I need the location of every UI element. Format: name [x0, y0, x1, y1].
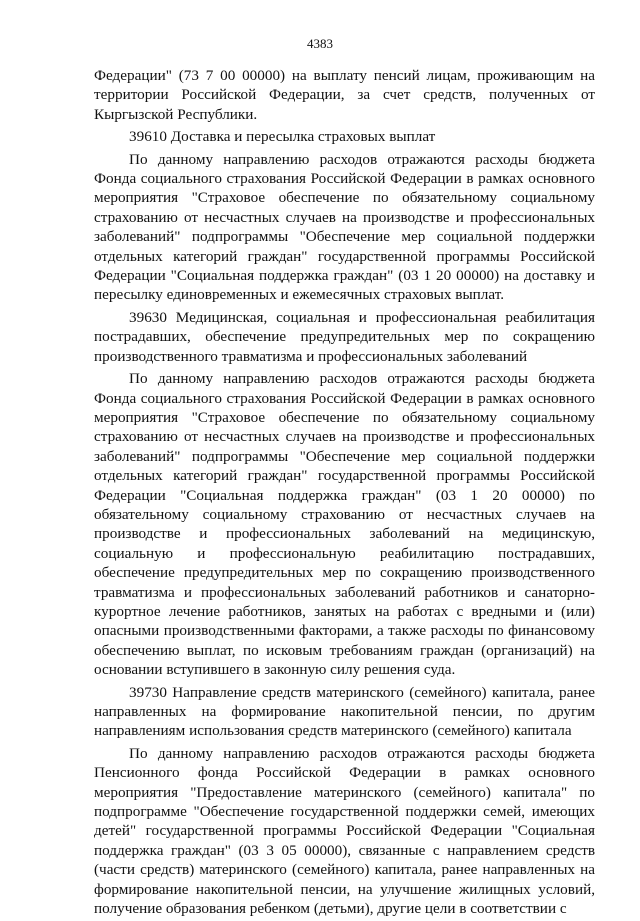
section-heading-39610: 39610 Доставка и пересылка страховых выплат: [129, 128, 436, 146]
paragraph-39630-body: По данному направлению расходов отражаются расходы бюджета Фонда социального страхования Российской Федерации в рамках основного мероприятия "Страховое обеспечение по обязательному социальному страхованию от несчастных случаев на производстве и профессиональных заболеваний" подпрограммы "Обеспечение мер социальной поддержки отдельных категорий граждан" государственной программы Российской Федерации "Социальная поддержка граждан" (03 1 20 00000) по обязательному социальному страхованию от несчастных случаев на производстве и профессиональных заболеваний на медицинскую, социальную и профессиональную реабилитацию пострадавших, обеспечение предупредительных мер по сокращению производственного травматизма и профессиональных заболеваний работников и санаторно-курортное лечение работников, занятых на работах с вредными и (или) опасными производственными факторами, а также расходы по финансовому обеспечению выплат, по исковым требованиям граждан (организаций) на основании вступившего в законную силу решения суда.: [94, 370, 595, 679]
section-heading-39630: 39630 Медицинская, социальная и профессиональная реабилитация пострадавших, обеспечение предупредительных мер по сокращению производственного травматизма и профессиональных заболеваний: [94, 308, 595, 365]
page-number: 4383: [307, 36, 333, 51]
section-heading-39730: 39730 Направление средств материнского (семейного) капитала, ранее направленных на формирование накопительной пенсии, по другим направлениям использования средств материнского (семейного) капитала: [94, 683, 595, 740]
paragraph-39610-body: По данному направлению расходов отражаются расходы бюджета Фонда социального страхования Российской Федерации в рамках основного мероприятия "Страховое обеспечение по обязательному социальному страхованию от несчастных случаев на производстве и профессиональных заболеваний" подпрограммы "Обеспечение мер социальной поддержки отдельных категорий граждан" государственной программы Российской Федерации "Социальная поддержка граждан" (03 1 20 00000) на доставку и пересылку единовременных и ежемесячных страховых выплат.: [94, 150, 595, 304]
document-body: [94, 66, 595, 921]
paragraph-continuation: Федерации" (73 7 00 00000) на выплату пенсий лицам, проживающим на территории Российской Федерации, за счет средств, полученных от Кыргызской Республики.: [94, 67, 595, 123]
paragraph-39730-body: По данному направлению расходов отражаются расходы бюджета Пенсионного фонда Российской Федерации в рамках основного мероприятия "Предоставление материнского (семейного) капитала" по подпрограмме "Обеспечение государственной поддержки семей, имеющих детей" государственной программы Российской Федерации "Социальная поддержка граждан" (03 3 05 00000), связанные с направлением средств (части средств) материнского (семейного) капитала, ранее направленных на формирование накопительной пенсии, на улучшение жилищных условий, получение образования ребенком (детьми), другие цели в соответствии с: [94, 744, 595, 918]
